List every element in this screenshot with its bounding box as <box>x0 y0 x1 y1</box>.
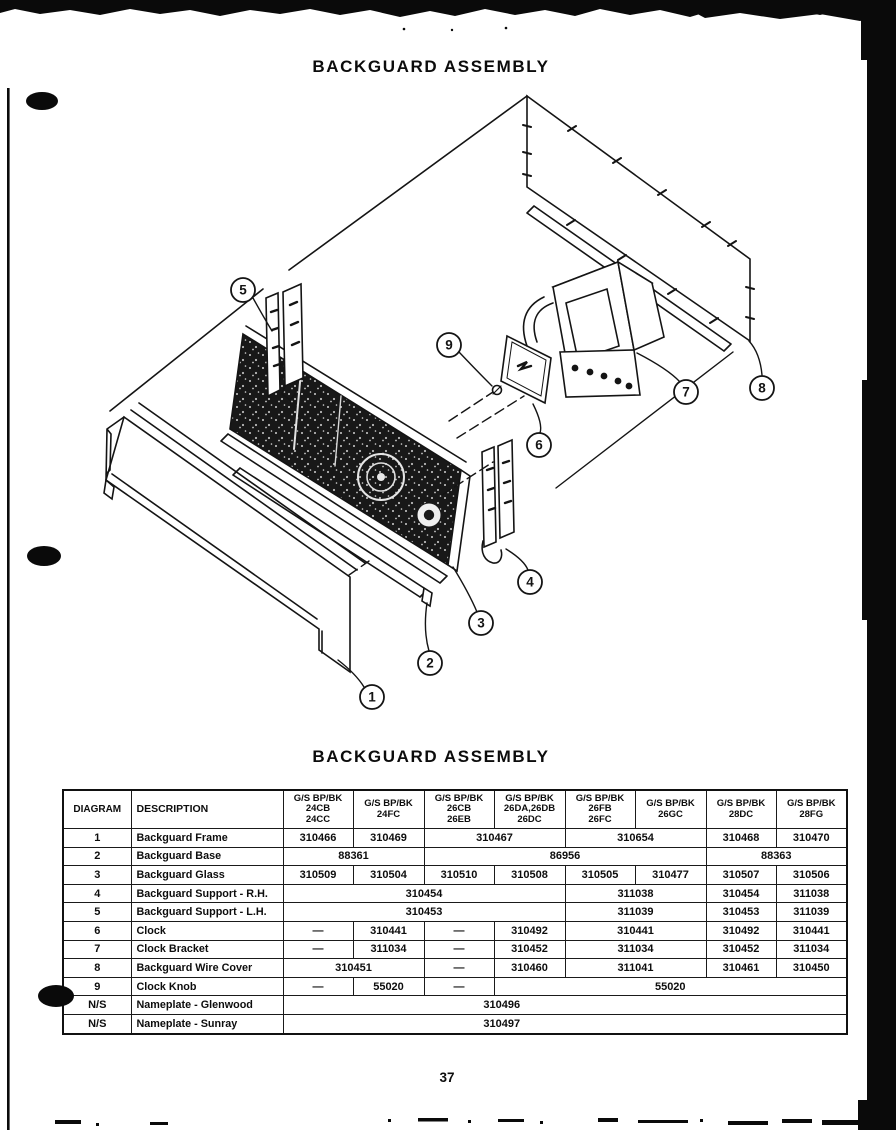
part-number-cell: 310451 <box>283 959 424 978</box>
diagram-ref-cell: N/S <box>63 996 131 1015</box>
table-row <box>63 921 847 940</box>
callout-number-9: 9 <box>445 337 453 353</box>
part-number-cell: 310504 <box>353 866 424 885</box>
part-number-cell: 88361 <box>283 847 424 866</box>
column-header-diagram: DIAGRAM <box>63 790 131 829</box>
part-number-cell: 55020 <box>494 977 847 996</box>
part-number-cell: 311038 <box>776 884 847 903</box>
table-row <box>63 847 847 866</box>
part-number-cell: — <box>424 959 494 978</box>
column-header-model: G/S BP/BK 26DA,26DB 26DC <box>494 790 565 829</box>
part-number-cell: 310470 <box>776 829 847 848</box>
callout-number-2: 2 <box>426 655 434 671</box>
diagram-ref-cell: 3 <box>63 866 131 885</box>
table-row <box>63 940 847 959</box>
part-number-cell: 311041 <box>565 959 706 978</box>
part-number-cell: 310452 <box>706 940 776 959</box>
table-row <box>63 829 847 848</box>
part-number-cell: 310508 <box>494 866 565 885</box>
part-number-cell: 310509 <box>283 866 353 885</box>
column-header-model: G/S BP/BK 28DC <box>706 790 776 829</box>
column-header-model: G/S BP/BK 24CB 24CC <box>283 790 353 829</box>
part-number-cell: 310467 <box>424 829 565 848</box>
clock-housing-part <box>553 262 664 397</box>
table-row <box>63 884 847 903</box>
diagram-ref-cell: 1 <box>63 829 131 848</box>
part-number-cell: 310505 <box>565 866 635 885</box>
callout-number-4: 4 <box>526 574 534 590</box>
table-row <box>63 903 847 922</box>
description-cell: Nameplate - Sunray <box>131 1014 283 1033</box>
part-number-cell: — <box>424 921 494 940</box>
diagram-ref-cell: 2 <box>63 847 131 866</box>
description-cell: Backguard Base <box>131 847 283 866</box>
part-number-cell: 310441 <box>353 921 424 940</box>
part-number-cell: — <box>424 977 494 996</box>
part-number-cell: 310460 <box>494 959 565 978</box>
part-number-cell: 310492 <box>494 921 565 940</box>
callout-number-8: 8 <box>758 380 766 396</box>
callout-number-3: 3 <box>477 615 485 631</box>
part-number-cell: 311034 <box>565 940 706 959</box>
part-number-cell: — <box>424 940 494 959</box>
part-number-cell: 310654 <box>565 829 706 848</box>
callout-number-1: 1 <box>368 689 376 705</box>
part-number-cell: 310469 <box>353 829 424 848</box>
diagram-ref-cell: N/S <box>63 1014 131 1033</box>
part-number-cell: 310477 <box>635 866 706 885</box>
column-header-model: G/S BP/BK 26CB 26EB <box>424 790 494 829</box>
description-cell: Clock <box>131 921 283 940</box>
part-number-cell: 310492 <box>706 921 776 940</box>
part-number-cell: 310461 <box>706 959 776 978</box>
part-number-cell: 55020 <box>353 977 424 996</box>
page-number: 37 <box>439 1070 455 1085</box>
column-header-model: G/S BP/BK 26FB 26FC <box>565 790 635 829</box>
table-title: BACKGUARD ASSEMBLY <box>312 747 550 766</box>
diagram-ref-cell: 7 <box>63 940 131 959</box>
description-cell: Clock Knob <box>131 977 283 996</box>
column-header-model: G/S BP/BK 28FG <box>776 790 847 829</box>
callout-number-5: 5 <box>239 282 247 298</box>
table-row <box>63 959 847 978</box>
part-number-cell: 310497 <box>283 1014 847 1033</box>
part-number-cell: 310466 <box>283 829 353 848</box>
part-number-cell: 310441 <box>776 921 847 940</box>
description-cell: Backguard Glass <box>131 866 283 885</box>
parts-table-container <box>62 789 848 1035</box>
description-cell: Clock Bracket <box>131 940 283 959</box>
part-number-cell: 311039 <box>565 903 706 922</box>
part-number-cell: 310454 <box>283 884 565 903</box>
description-cell: Backguard Frame <box>131 829 283 848</box>
part-number-cell: 311034 <box>353 940 424 959</box>
part-number-cell: 88363 <box>706 847 847 866</box>
table-row <box>63 977 847 996</box>
part-number-cell: — <box>283 977 353 996</box>
description-cell: Nameplate - Glenwood <box>131 996 283 1015</box>
diagram-ref-cell: 9 <box>63 977 131 996</box>
table-row <box>63 866 847 885</box>
part-number-cell: 310453 <box>283 903 565 922</box>
description-cell: Backguard Support - L.H. <box>131 903 283 922</box>
clock-plate-part <box>501 297 553 403</box>
part-number-cell: 310441 <box>565 921 706 940</box>
part-number-cell: 310496 <box>283 996 847 1015</box>
description-cell: Backguard Wire Cover <box>131 959 283 978</box>
part-number-cell: — <box>283 940 353 959</box>
part-number-cell: 310468 <box>706 829 776 848</box>
part-number-cell: 310450 <box>776 959 847 978</box>
callout-number-6: 6 <box>535 437 543 453</box>
callout-number-7: 7 <box>682 384 690 400</box>
part-number-cell: 310453 <box>706 903 776 922</box>
description-cell: Backguard Support - R.H. <box>131 884 283 903</box>
table-row <box>63 1014 847 1033</box>
column-header-description: DESCRIPTION <box>131 790 283 829</box>
table-row <box>63 996 847 1015</box>
part-number-cell: 310510 <box>424 866 494 885</box>
column-header-model: G/S BP/BK 24FC <box>353 790 424 829</box>
part-number-cell: 310452 <box>494 940 565 959</box>
part-number-cell: — <box>283 921 353 940</box>
part-number-cell: 86956 <box>424 847 706 866</box>
column-header-model: G/S BP/BK 26GC <box>635 790 706 829</box>
part-number-cell: 310506 <box>776 866 847 885</box>
part-number-cell: 311038 <box>565 884 706 903</box>
part-number-cell: 311034 <box>776 940 847 959</box>
diagram-ref-cell: 6 <box>63 921 131 940</box>
part-number-cell: 310507 <box>706 866 776 885</box>
support-bracket-rh-part <box>482 440 514 563</box>
page-title: BACKGUARD ASSEMBLY <box>312 57 550 76</box>
part-number-cell: 310454 <box>706 884 776 903</box>
parts-table <box>62 789 848 1035</box>
clock-knob-part <box>493 386 502 395</box>
diagram-ref-cell: 5 <box>63 903 131 922</box>
diagram-ref-cell: 4 <box>63 884 131 903</box>
part-number-cell: 311039 <box>776 903 847 922</box>
diagram-ref-cell: 8 <box>63 959 131 978</box>
